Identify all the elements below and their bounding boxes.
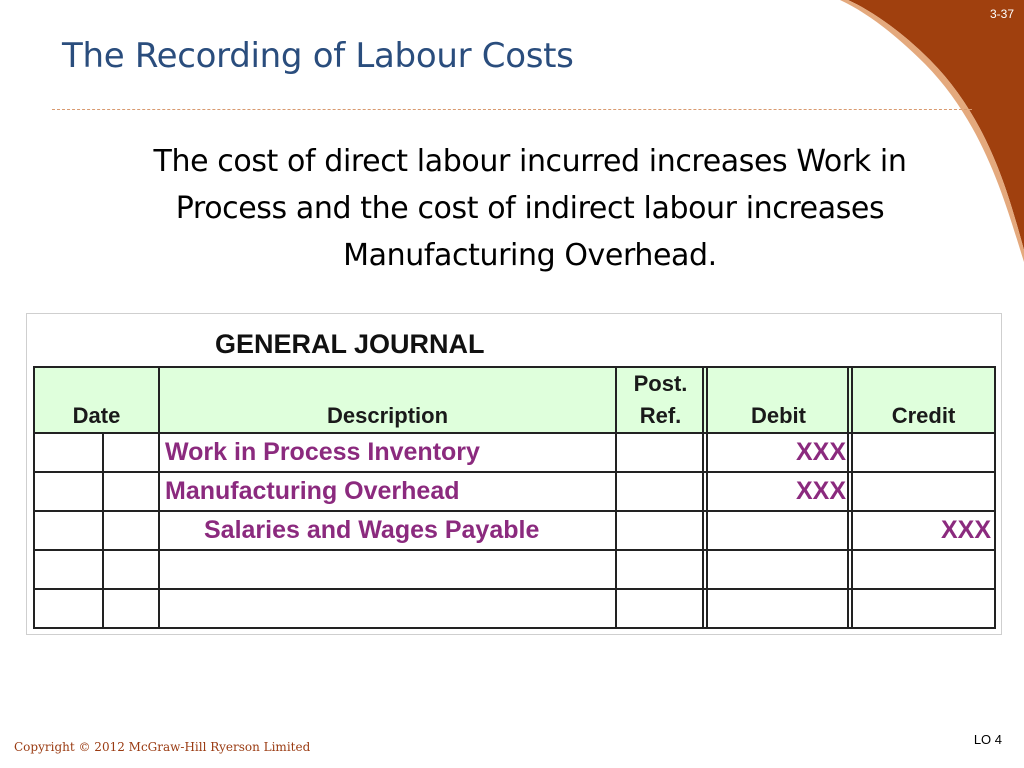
learning-objective-label: LO 4 xyxy=(973,732,1002,747)
entry-description-debit-overhead: Manufacturing Overhead xyxy=(165,477,460,505)
entry-debit-amount: XXX xyxy=(795,438,846,466)
header-post-ref-line2: Ref. xyxy=(639,403,682,428)
header-description: Description xyxy=(326,403,449,428)
entry-description-credit-payable: Salaries and Wages Payable xyxy=(204,516,540,544)
header-post-ref-line1: Post. xyxy=(633,371,688,396)
slide-number: 3-37 xyxy=(989,7,1014,21)
slide-title: The Recording of Labour Costs xyxy=(62,36,574,76)
header-debit: Debit xyxy=(751,403,806,428)
entry-debit-amount: XXX xyxy=(795,477,846,505)
entry-description-debit-wip: Work in Process Inventory xyxy=(165,438,480,466)
header-credit: Credit xyxy=(891,403,956,428)
copyright-notice: Copyright © 2012 McGraw-Hill Ryerson Limited xyxy=(14,740,311,754)
entry-credit-amount: XXX xyxy=(940,516,991,544)
slide-body-text: The cost of direct labour incurred increases Work in Process and the cost of indirect labour increases Manufacturing Overhead. xyxy=(153,144,907,273)
journal-title: GENERAL JOURNAL xyxy=(215,329,485,359)
header-date: Date xyxy=(72,403,121,428)
